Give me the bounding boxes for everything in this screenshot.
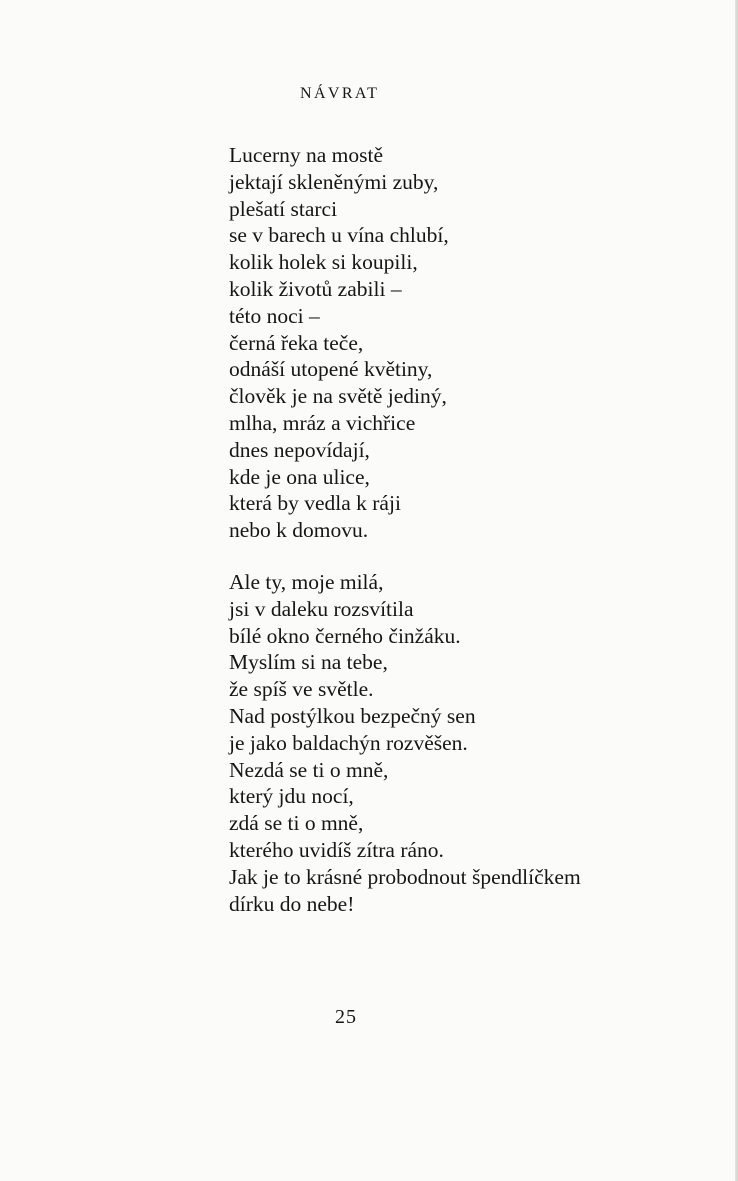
verse-line: který jdu nocí, — [229, 784, 354, 809]
verse-line: této noci – — [229, 303, 320, 328]
verse-line: jsi v daleku rozsvítila — [229, 596, 414, 621]
verse-line: Lucerny na mostě — [229, 143, 384, 167]
verse-line: kolik životů zabili – — [229, 276, 402, 301]
verse-line: plešatí starci — [229, 196, 338, 221]
verse-line: je jako baldachýn rozvěšen. — [229, 730, 468, 755]
verse-line: dnes nepovídají, — [229, 437, 370, 462]
page-number: 25 — [335, 1006, 357, 1028]
verse-line: mlha, mráz a vichřice — [229, 410, 416, 435]
verse-line: Jak je to krásné probodnout špendlíčkem — [229, 864, 581, 889]
verse-line: že spíš ve světle. — [229, 677, 374, 702]
verse-line: Nezdá se ti o mně, — [229, 757, 389, 782]
verse-line: odnáší utopené květiny, — [229, 357, 433, 382]
poem-title: NÁVRAT — [300, 85, 380, 102]
stanza-2 — [229, 569, 581, 917]
verse-line: která by vedla k ráji — [229, 491, 401, 516]
verse-line: Ale ty, moje milá, — [229, 570, 384, 594]
stanza-1 — [229, 142, 449, 544]
verse-line: Myslím si na tebe, — [229, 650, 388, 675]
verse-line: člověk je na světě jediný, — [229, 384, 447, 409]
verse-line: jektají skleněnými zuby, — [229, 169, 439, 194]
verse-line: kde je ona ulice, — [229, 464, 370, 489]
verse-line: nebo k domovu. — [229, 518, 369, 543]
verse-line: zdá se ti o mně, — [229, 811, 364, 836]
verse-line: kolik holek si koupili, — [229, 250, 418, 275]
verse-line: bílé okno černého činžáku. — [229, 623, 461, 648]
verse-line: dírku do nebe! — [229, 891, 355, 916]
verse-line: Nad postýlkou bezpečný sen — [229, 703, 476, 728]
verse-line: se v barech u vína chlubí, — [229, 223, 449, 248]
verse-line: černá řeka teče, — [229, 330, 364, 355]
verse-line: kterého uvidíš zítra ráno. — [229, 837, 444, 862]
